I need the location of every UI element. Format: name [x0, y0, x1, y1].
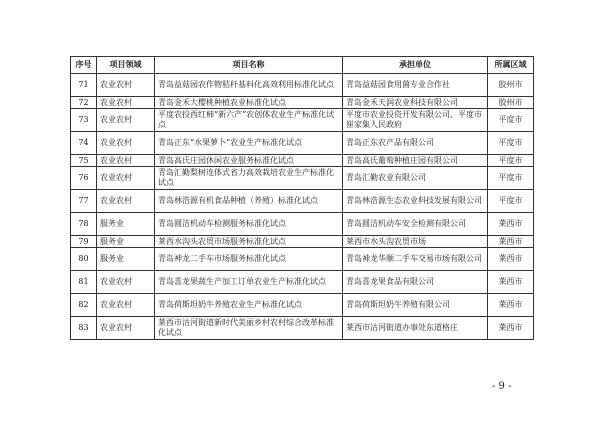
cell-serial-no: 79: [71, 236, 97, 248]
cell-undertaking-unit: 青岛林浩源生态农业科技发展有限公司: [343, 190, 488, 213]
table-body: [71, 74, 534, 340]
cell-undertaking-unit: 青岛正东农产品有限公司: [343, 132, 488, 155]
header-serial-no: 序号: [71, 57, 97, 74]
cell-project-domain: 服务业: [97, 236, 155, 248]
header-undertaking-unit: 承担单位: [343, 57, 488, 74]
cell-serial-no: 74: [71, 132, 97, 155]
cell-region: 莱西市: [488, 294, 534, 317]
cell-serial-no: 73: [71, 109, 97, 132]
cell-serial-no: 71: [71, 74, 97, 97]
cell-region: 莱西市: [488, 213, 534, 236]
cell-region: 胶州市: [488, 74, 534, 97]
table-row: [71, 132, 534, 155]
cell-undertaking-unit: 平度市农业投资开发有限公司、平度市崔家集人民政府: [343, 109, 488, 132]
cell-undertaking-unit: 青岛益菇园食用菌专业合作社: [343, 74, 488, 97]
cell-project-name: 青岛神龙二手车市场服务标准化试点: [155, 248, 343, 271]
cell-undertaking-unit: 青岛圆洁机动车安全检测有限公司: [343, 213, 488, 236]
cell-region: 平度市: [488, 155, 534, 167]
table-row: [71, 213, 534, 236]
table-row: [71, 294, 534, 317]
cell-serial-no: 75: [71, 155, 97, 167]
cell-project-name: 青岛益菇园农作物秸秆基料化高效利用标准化试点: [155, 74, 343, 97]
cell-project-domain: 农业农村: [97, 74, 155, 97]
cell-project-domain: 农业农村: [97, 190, 155, 213]
table-row: [71, 167, 534, 190]
cell-project-name: 青岛汇勤梨树连体式省力高效栽培农业生产标准化试点: [155, 167, 343, 190]
table-row: [71, 236, 534, 248]
cell-undertaking-unit: 青岛喜龙果食品有限公司: [343, 271, 488, 294]
cell-project-domain: 农业农村: [97, 317, 155, 340]
cell-project-domain: 农业农村: [97, 132, 155, 155]
cell-project-domain: 服务业: [97, 213, 155, 236]
cell-region: 平度市: [488, 132, 534, 155]
cell-project-name: 青岛喜龙果蔬生产加工订单农业生产标准化试点: [155, 271, 343, 294]
cell-project-domain: 农业农村: [97, 294, 155, 317]
cell-project-name: 平度农投西红柿“新六产”农创体农业生产标准化试点: [155, 109, 343, 132]
table-row: [71, 97, 534, 109]
cell-serial-no: 83: [71, 317, 97, 340]
table-header-row: [71, 57, 534, 74]
cell-serial-no: 78: [71, 213, 97, 236]
cell-serial-no: 76: [71, 167, 97, 190]
cell-project-domain: 服务业: [97, 248, 155, 271]
cell-serial-no: 82: [71, 294, 97, 317]
cell-region: 莱西市: [488, 317, 534, 340]
cell-project-domain: 农业农村: [97, 109, 155, 132]
table-row: [71, 74, 534, 97]
cell-project-name: 莱西市沽河街道新时代美丽乡村农村综合改革标准化试点: [155, 317, 343, 340]
cell-region: 莱西市: [488, 248, 534, 271]
cell-serial-no: 77: [71, 190, 97, 213]
cell-project-name: 青岛金禾大樱桃种植农业标准化试点: [155, 97, 343, 109]
table-row: [71, 109, 534, 132]
cell-project-domain: 农业农村: [97, 271, 155, 294]
header-project-domain: 项目领域: [97, 57, 155, 74]
table-row: [71, 248, 534, 271]
cell-undertaking-unit: 青岛金禾天润农业科技有限公司: [343, 97, 488, 109]
cell-region: 莱西市: [488, 236, 534, 248]
cell-project-domain: 农业农村: [97, 155, 155, 167]
cell-undertaking-unit: 青岛高氏葡萄种植庄园有限公司: [343, 155, 488, 167]
cell-serial-no: 81: [71, 271, 97, 294]
header-region: 所属区域: [488, 57, 534, 74]
cell-undertaking-unit: 青岛荷斯坦奶牛养殖有限公司: [343, 294, 488, 317]
cell-serial-no: 72: [71, 97, 97, 109]
table-row: [71, 155, 534, 167]
table-row: [71, 190, 534, 213]
header-project-name: 项目名称: [155, 57, 343, 74]
cell-project-domain: 农业农村: [97, 167, 155, 190]
cell-region: 莱西市: [488, 271, 534, 294]
pilot-project-table: [70, 56, 534, 340]
cell-region: 平度市: [488, 109, 534, 132]
cell-region: 平度市: [488, 190, 534, 213]
cell-project-name: 青岛林浩源有机食品种植（养殖）标准化试点: [155, 190, 343, 213]
cell-project-name: 莱西水沟头农贸市场服务标准化试点: [155, 236, 343, 248]
cell-undertaking-unit: 青岛汇勤农业有限公司: [343, 167, 488, 190]
cell-undertaking-unit: 青岛神龙华顺二手车交易市场有限公司: [343, 248, 488, 271]
cell-project-domain: 农业农村: [97, 97, 155, 109]
cell-serial-no: 80: [71, 248, 97, 271]
table-row: [71, 317, 534, 340]
cell-project-name: 青岛荷斯坦奶牛养殖农业生产标准化试点: [155, 294, 343, 317]
page-number: - 9 -: [492, 381, 512, 392]
cell-project-name: 青岛圆洁机动车检测服务标准化试点: [155, 213, 343, 236]
cell-project-name: 青岛正东“水果萝卜”农业生产标准化试点: [155, 132, 343, 155]
cell-region: 平度市: [488, 167, 534, 190]
cell-project-name: 青岛高氏庄园休闲农业服务标准化试点: [155, 155, 343, 167]
table-row: [71, 271, 534, 294]
cell-undertaking-unit: 莱西市水头沟农贸市场: [343, 236, 488, 248]
cell-undertaking-unit: 莱西市沽河街道办事处东道格庄: [343, 317, 488, 340]
cell-region: 胶州市: [488, 97, 534, 109]
